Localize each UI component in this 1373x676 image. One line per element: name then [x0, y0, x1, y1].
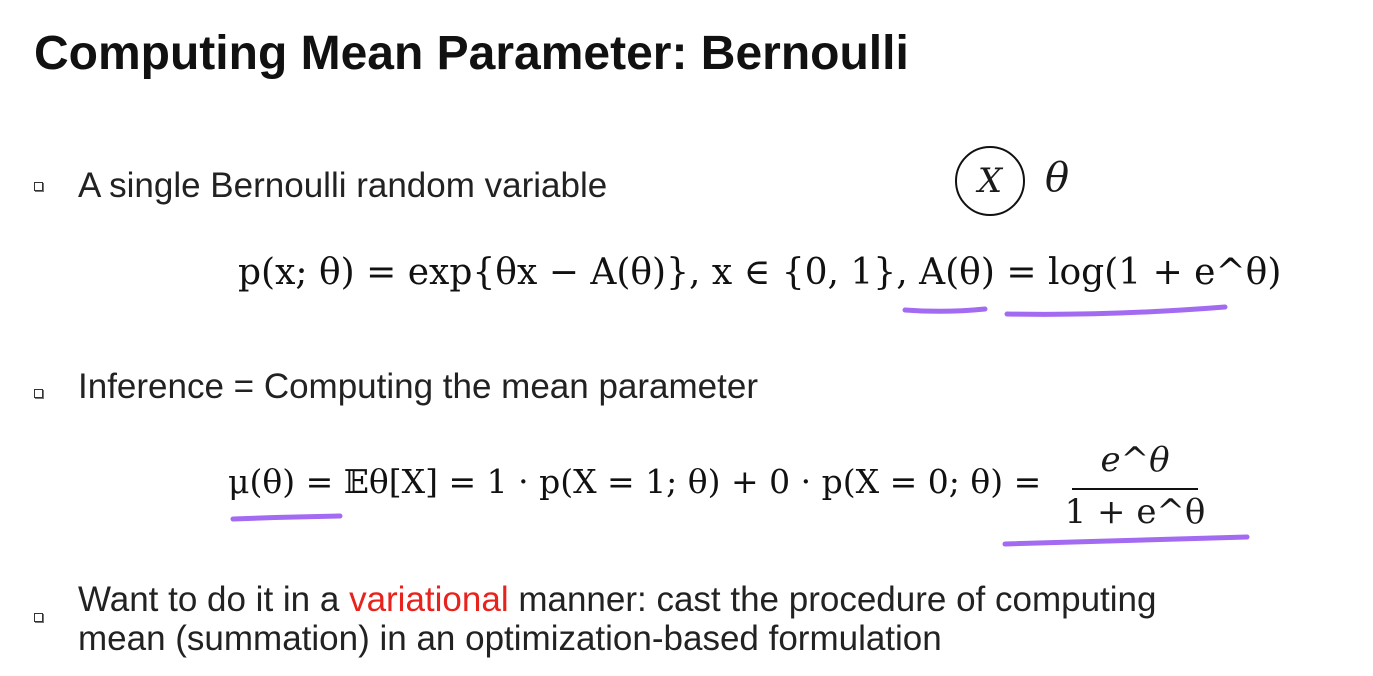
bullet-3-text-a: Want to do it in a: [78, 580, 350, 619]
eq2-mu: μ(θ): [228, 462, 296, 501]
bullet-3-highlight: variational: [349, 580, 509, 619]
bullet-text-2: Inference = Computing the mean parameter: [78, 367, 758, 406]
eq1-log-partition: log(1 + e^θ): [1047, 252, 1282, 293]
graph-node-x: X: [955, 146, 1025, 216]
underline-log-partition: [1007, 307, 1225, 314]
underline-mu: [233, 516, 340, 519]
underline-a-theta: [905, 309, 985, 311]
bullet-text-1: A single Bernoulli random variable: [78, 166, 608, 205]
underline-fraction: [1005, 537, 1247, 544]
graph-param-theta: θ: [1045, 155, 1070, 201]
eq1-lhs: p(x; θ) = exp{θx − A(θ)}, x ∈ {0, 1},: [238, 252, 920, 293]
eq1-equals: =: [994, 252, 1048, 293]
bullet-3-text-b: manner: cast the procedure of computing: [508, 580, 1157, 619]
eq2-middle: = 𝔼θ[X] = 1 · p(X = 1; θ) + 0 · p(X = 0; θ) =: [295, 462, 1042, 501]
fraction-denominator: 1 + e^θ: [1064, 492, 1206, 532]
slide-title: Computing Mean Parameter: Bernoulli: [34, 27, 909, 80]
eq1-a-theta: A(θ): [919, 252, 995, 293]
fraction-numerator: e^θ: [1100, 440, 1170, 480]
bullet-text-3-line2: mean (summation) in an optimization-based formulation: [78, 619, 942, 658]
